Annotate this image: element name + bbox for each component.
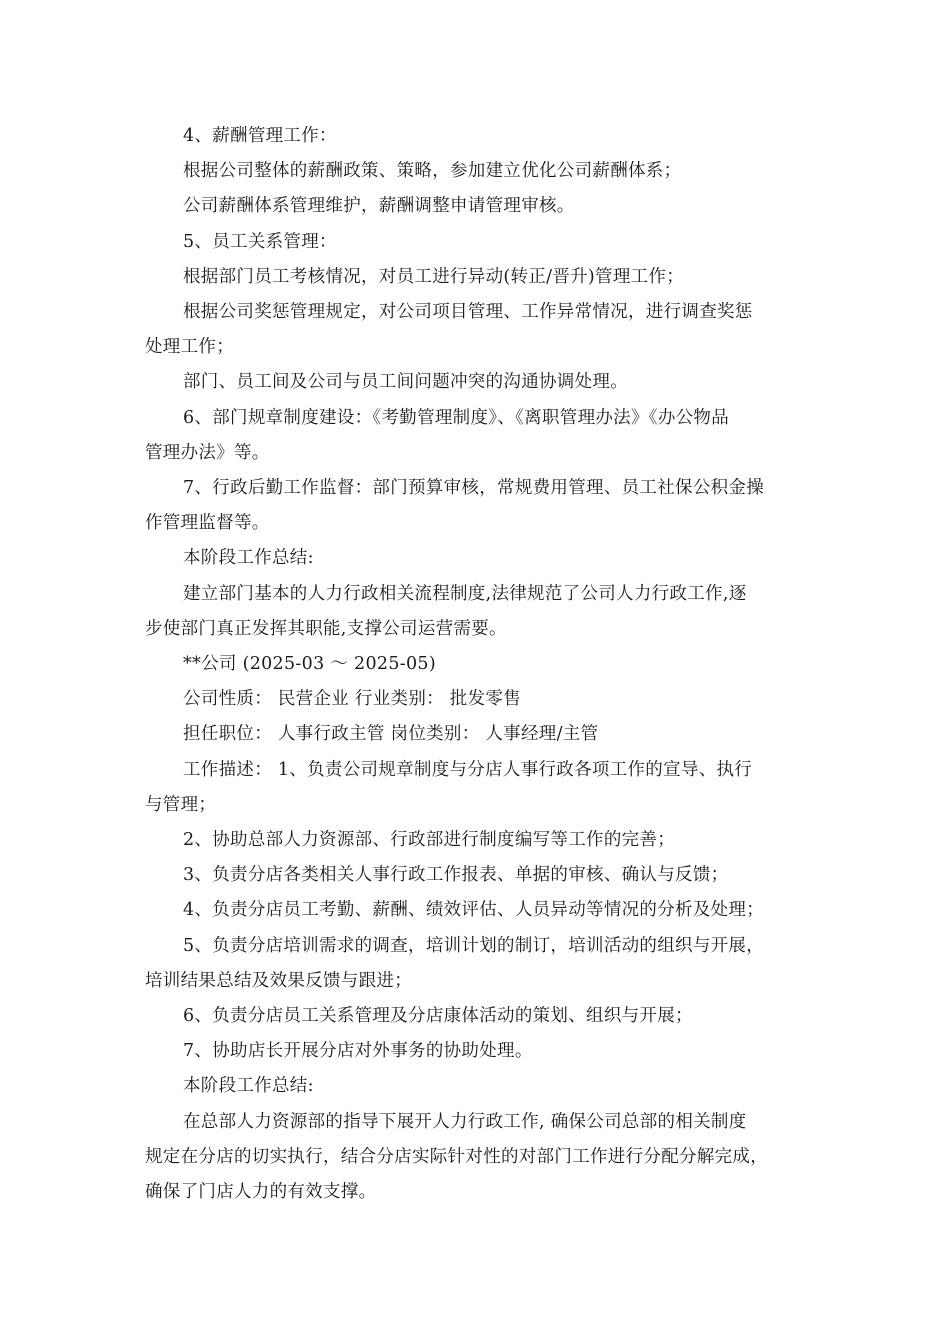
- text-line: 3、负责分店各类相关人事行政工作报表、单据的审核、确认与反馈；: [183, 865, 729, 886]
- text-line: 7、行政后勤工作监督：部门预算审核，常规费用管理、员工社保公积金操: [183, 478, 765, 499]
- text-line: 规定在分店的切实执行，结合分店实际针对性的对部门工作进行分配分解完成，: [145, 1146, 768, 1167]
- text-line: 5、员工关系管理：: [183, 231, 337, 252]
- text-line: 在总部人力资源部的指导下展开人力行政工作, 确保公司总部的相关制度: [183, 1111, 747, 1132]
- text-line: 7、协助店长开展分店对外事务的协助处理。: [183, 1041, 533, 1062]
- text-line: 培训结果总结及效果反馈与跟进；: [145, 970, 412, 991]
- text-line: 6、部门规章制度建设：《考勤管理制度》、《离职管理办法》《办公物品: [183, 407, 730, 428]
- text-line: 4、薪酬管理工作：: [183, 126, 337, 146]
- text-line: 步使部门真正发挥其职能,支撑公司运营需要。: [145, 618, 507, 639]
- text-line: 2、协助总部人力资源部、行政部进行制度编写等工作的完善；: [183, 830, 676, 851]
- text-line: 根据部门员工考核情况，对员工进行异动(转正/晋升)管理工作；: [183, 266, 685, 287]
- text-line: 建立部门基本的人力行政相关流程制度,法律规范了公司人力行政工作,逐: [183, 583, 747, 604]
- text-line: 6、负责分店员工关系管理及分店康体活动的策划、组织与开展；: [183, 1006, 693, 1027]
- text-line: 5、负责分店培训需求的调查，培训计划的制订，培训活动的组织与开展，: [183, 935, 765, 956]
- text-line: **公司 (2025-03 ～ 2025-05): [183, 654, 436, 675]
- document-body: [145, 119, 805, 1210]
- text-line: 本阶段工作总结:: [183, 1076, 314, 1097]
- text-line: 工作描述： 1、负责公司规章制度与分店人事行政各项工作的宣导、执行: [183, 759, 753, 780]
- text-line: 处理工作；: [145, 337, 234, 358]
- text-line: 管理办法》等。: [145, 442, 270, 463]
- text-line: 与管理；: [145, 794, 217, 815]
- text-line: 根据公司奖惩管理规定，对公司项目管理、工作异常情况，进行调查奖惩: [183, 302, 753, 323]
- text-line: 根据公司整体的薪酬政策、策略，参加建立优化公司薪酬体系；: [183, 161, 682, 182]
- text-line: 作管理监督等。: [145, 513, 270, 534]
- text-line: 部门、员工间及公司与员工间问题冲突的沟通协调处理。: [183, 372, 628, 393]
- text-line: 公司性质： 民营企业 行业类别： 批发零售: [183, 689, 521, 710]
- text-line: 担任职位： 人事行政主管 岗位类别： 人事经理/主管: [183, 724, 599, 745]
- text-line: 公司薪酬体系管理维护，薪酬调整申请管理审核。: [183, 196, 575, 217]
- text-line: 本阶段工作总结:: [183, 548, 314, 569]
- text-line: 确保了门店人力的有效支撑。: [145, 1182, 377, 1203]
- text-line: 4、负责分店员工考勤、薪酬、绩效评估、人员异动等情况的分析及处理；: [183, 900, 765, 921]
